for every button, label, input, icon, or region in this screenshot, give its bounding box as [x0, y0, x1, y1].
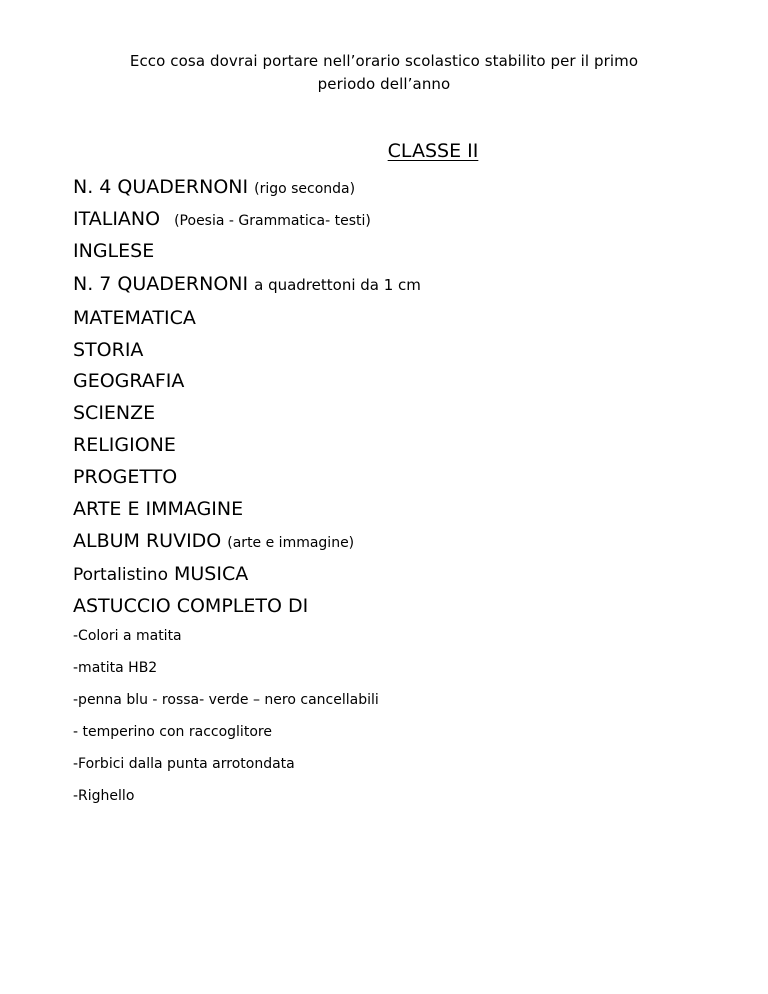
item-inglese	[73, 240, 154, 262]
class-title-row	[0, 140, 768, 162]
intro-line-2: periodo dell’anno	[317, 75, 451, 93]
item-note: (rigo seconda)	[254, 181, 356, 197]
item-religione	[73, 434, 176, 456]
item-scienze	[73, 402, 155, 424]
supply-item: -penna blu - rossa- verde – nero cancellabili	[73, 692, 379, 708]
item-label: MATEMATICA	[73, 307, 196, 329]
item-note: (Poesia - Grammatica- testi)	[174, 213, 371, 229]
item-prefix: Portalistino	[73, 565, 168, 585]
intro-line-1: Ecco cosa dovrai portare nell’orario scolastico stabilito per il primo	[129, 52, 639, 70]
class-title: CLASSE II	[387, 140, 479, 162]
item-label: INGLESE	[73, 240, 155, 262]
item-note: a quadrettoni da 1 cm	[254, 276, 421, 294]
item-storia	[73, 339, 143, 361]
item-label: N. 7 QUADERNONI	[73, 273, 249, 295]
supply-item: -Colori a matita	[73, 628, 182, 644]
supply-item: -Righello	[73, 788, 135, 804]
item-label: MUSICA	[174, 563, 249, 585]
item-label: ITALIANO	[73, 208, 161, 230]
intro-text	[60, 50, 708, 96]
item-label: ASTUCCIO COMPLETO DI	[73, 595, 309, 617]
item-geografia	[73, 370, 184, 392]
item-label: STORIA	[73, 339, 144, 361]
item-label: PROGETTO	[73, 466, 178, 488]
item-label: N. 4 QUADERNONI	[73, 176, 249, 198]
item-arte-e-immagine	[73, 498, 243, 520]
item-label: ALBUM RUVIDO	[73, 530, 222, 552]
supply-item: -Forbici dalla punta arrotondata	[73, 756, 295, 772]
item-progetto	[73, 466, 177, 488]
supply-item: - temperino con raccoglitore	[73, 724, 272, 740]
item-note: (arte e immagine)	[227, 535, 355, 551]
supply-item: -matita HB2	[73, 660, 158, 676]
item-musica	[73, 563, 248, 585]
item-album-ruvido	[73, 530, 354, 552]
item-quadernoni-quadrettoni	[73, 273, 421, 295]
item-label: SCIENZE	[73, 402, 156, 424]
item-label: GEOGRAFIA	[73, 370, 185, 392]
item-italiano	[73, 208, 371, 230]
item-label: RELIGIONE	[73, 434, 176, 456]
item-astuccio	[73, 595, 308, 617]
item-matematica	[73, 307, 196, 329]
item-label: ARTE E IMMAGINE	[73, 498, 244, 520]
item-quadernoni-rigo	[73, 176, 355, 198]
